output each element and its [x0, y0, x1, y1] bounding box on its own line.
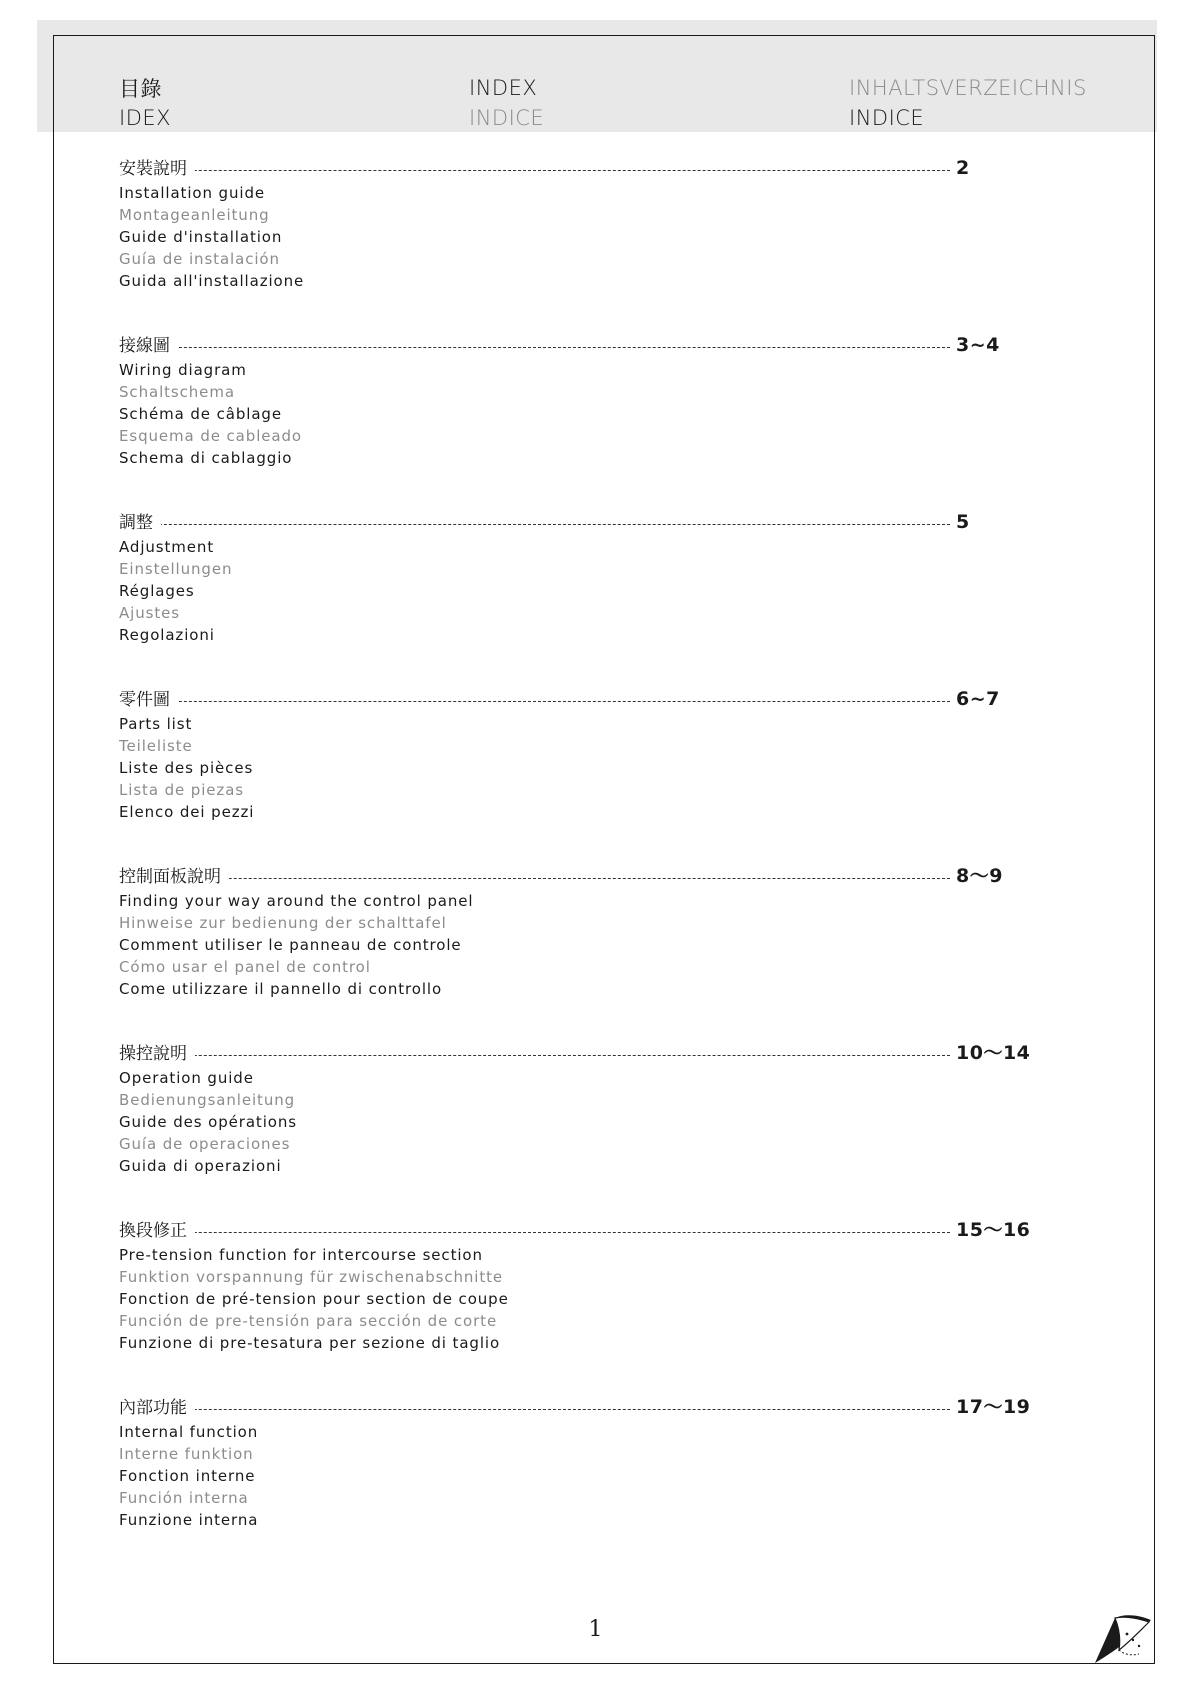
toc-section-control-panel — [119, 866, 1019, 1000]
section-line-it: Come utilizzare il pannello di controllo — [119, 980, 443, 998]
section-line-de: Einstellungen — [119, 560, 233, 578]
section-page-ref: 2 — [956, 157, 970, 179]
leader-dashes — [119, 347, 950, 348]
section-page-ref: 17～19 — [956, 1396, 1031, 1418]
section-title-chinese: 控制面板說明 — [119, 866, 229, 888]
header-title-indice-es: INDICE — [849, 106, 925, 130]
section-title-chinese: 操控說明 — [119, 1043, 195, 1065]
section-page-ref: 5 — [956, 511, 970, 533]
section-title-chinese: 接線圖 — [119, 335, 178, 357]
section-line-en: Parts list — [119, 715, 193, 733]
section-line-fr: Fonction de pré-tension pour section de coupe — [119, 1290, 509, 1308]
section-line-fr: Guide des opérations — [119, 1113, 297, 1131]
section-title-chinese: 調整 — [119, 512, 161, 534]
header-title-inhaltsverzeichnis: INHALTSVERZEICHNIS — [849, 76, 1087, 100]
section-title-chinese: 內部功能 — [119, 1397, 195, 1419]
section-line-fr: Comment utiliser le panneau de controle — [119, 936, 462, 954]
leader-dashes — [119, 1232, 950, 1233]
section-line-fr: Réglages — [119, 582, 195, 600]
page-number: 1 — [588, 1617, 603, 1642]
toc-section-installation — [119, 158, 1019, 292]
section-title-chinese: 零件圖 — [119, 689, 178, 711]
section-line-fr: Fonction interne — [119, 1467, 256, 1485]
section-title-chinese: 安裝說明 — [119, 158, 195, 180]
section-line-de: Montageanleitung — [119, 206, 270, 224]
section-line-en: Operation guide — [119, 1069, 254, 1087]
toc-section-wiring — [119, 335, 1019, 469]
section-line-en: Finding your way around the control panel — [119, 892, 474, 910]
section-line-fr: Liste des pièces — [119, 759, 254, 777]
section-line-de: Funktion vorspannung für zwischenabschnitte — [119, 1268, 504, 1286]
section-page-ref: 3~4 — [956, 334, 1000, 356]
header-title-idex: IDEX — [119, 106, 172, 130]
section-line-es: Ajustes — [119, 604, 180, 622]
section-line-es: Función de pre-tensión para sección de corte — [119, 1312, 498, 1330]
section-line-es: Esquema de cableado — [119, 427, 302, 445]
header-title-indice-it: INDICE — [469, 106, 545, 130]
section-line-en: Wiring diagram — [119, 361, 247, 379]
section-page-ref: 10～14 — [956, 1042, 1031, 1064]
leader-dashes — [119, 701, 950, 702]
section-line-es: Guía de operaciones — [119, 1135, 291, 1153]
leader-dashes — [119, 1055, 950, 1056]
section-line-es: Lista de piezas — [119, 781, 244, 799]
section-line-it: Elenco dei pezzi — [119, 803, 255, 821]
section-page-ref: 6~7 — [956, 688, 1000, 710]
section-line-en: Installation guide — [119, 184, 265, 202]
section-line-de: Schaltschema — [119, 383, 235, 401]
section-page-ref: 15～16 — [956, 1219, 1031, 1241]
section-line-it: Guida all'installazione — [119, 272, 305, 290]
page-curl-logo-icon — [1093, 1610, 1153, 1665]
section-line-it: Funzione interna — [119, 1511, 259, 1529]
section-line-es: Función interna — [119, 1489, 249, 1507]
section-line-en: Internal function — [119, 1423, 259, 1441]
section-line-de: Bedienungsanleitung — [119, 1091, 296, 1109]
section-line-fr: Guide d'installation — [119, 228, 283, 246]
toc-section-pretension — [119, 1219, 1031, 1354]
section-line-es: Guía de instalación — [119, 250, 280, 268]
section-line-de: Interne funktion — [119, 1445, 254, 1463]
section-title-chinese: 換段修正 — [119, 1220, 195, 1242]
section-line-it: Schema di cablaggio — [119, 449, 293, 467]
leader-dashes — [119, 1409, 950, 1410]
header-title-chinese: 目錄 — [119, 77, 162, 101]
section-line-de: Teileliste — [119, 737, 193, 755]
section-line-de: Hinweise zur bedienung der schalttafel — [119, 914, 447, 932]
section-line-it: Funzione di pre-tesatura per sezione di taglio — [119, 1334, 501, 1352]
leader-dashes — [119, 524, 950, 525]
toc-section-internal — [119, 1396, 1031, 1531]
section-line-fr: Schéma de câblage — [119, 405, 282, 423]
toc-section-operation — [119, 1042, 1031, 1177]
section-line-it: Regolazioni — [119, 626, 215, 644]
section-line-en: Pre-tension function for intercourse section — [119, 1246, 483, 1264]
section-line-it: Guida di operazioni — [119, 1157, 282, 1175]
leader-dashes — [119, 878, 950, 879]
section-page-ref: 8～9 — [956, 865, 1003, 887]
toc-section-adjustment — [119, 512, 1019, 646]
toc-section-parts — [119, 689, 1019, 823]
section-line-es: Cómo usar el panel de control — [119, 958, 371, 976]
header-title-index: INDEX — [469, 76, 538, 100]
section-line-en: Adjustment — [119, 538, 215, 556]
leader-dashes — [119, 170, 950, 171]
